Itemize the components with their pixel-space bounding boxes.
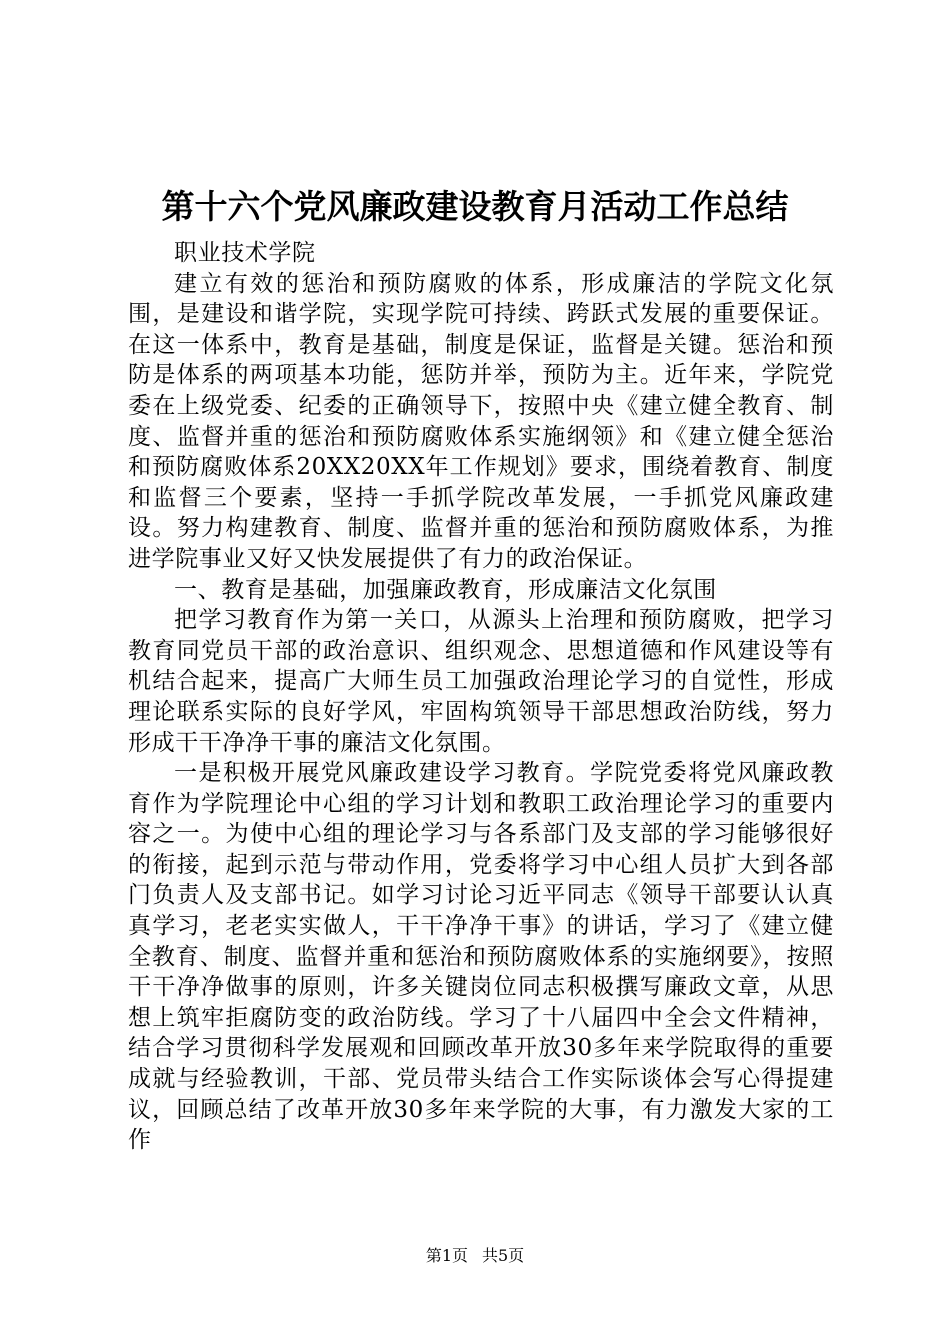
paragraph-intro: 建立有效的惩治和预防腐败的体系，形成廉洁的学院文化氛围，是建设和谐学院，实现学院可持续、跨跃式发展的重要保证。在这一体系中，教育是基础，制度是保证，监督是关键。惩治和预防是体系的两项基本功能，惩防并举，预防为主。近年来，学院党委在上级党委、纪委的正确领导下，按照中央《建立健全教育、制度、监督并重的惩治和预防腐败体系实施纲领》和《建立健全惩治和预防腐败体系20XX20XX年工作规划》要求，围绕着教育、制度和监督三个要素，坚持一手抓学院改革发展，一手抓党风廉政建设。努力构建教育、制度、监督并重的惩治和预防腐败体系，为推进学院事业又好又快发展提供了有力的政治保证。 <box>128 270 834 572</box>
document-body <box>128 238 834 1156</box>
paragraph-section-1: 把学习教育作为第一关口，从源头上治理和预防腐败，把学习教育同党员干部的政治意识、组织观念、思想道德和作风建设等有机结合起来，提高广大师生员工加强政治理论学习的自觉性，形成理论联系实际的良好学风，牢固构筑领导干部思想政治防线，努力形成干干净净干事的廉洁文化氛围。 <box>128 607 834 756</box>
author-line: 职业技术学院 <box>174 240 316 266</box>
page-total: 共5页 <box>482 1246 525 1265</box>
page-number: 第1页 <box>425 1246 468 1265</box>
section-heading-1: 一、教育是基础，加强廉政教育，形成廉洁文化氛围 <box>174 576 717 603</box>
document-title: 第十六个党风廉政建设教育月活动工作总结 <box>161 187 789 226</box>
paragraph-point-1: 一是积极开展党风廉政建设学习教育。学院党委将党风廉政教育作为学院理论中心组的学习计划和教职工政治理论学习的重要内容之一。为使中心组的理论学习与各系部门及支部的学习能够很好的衔接，起到示范与带动作用，党委将学习中心组人员扩大到各部门负责人及支部书记。如学习讨论习近平同志《领导干部要认认真真学习，老老实实做人，干干净净干事》的讲话，学习了《建立健全教育、制度、监督并重和惩治和预防腐败体系的实施纲要》，按照干干净净做事的原则，许多关键岗位同志积极撰写廉政文章，从思想上筑牢拒腐防变的政治防线。学习了十八届四中全会文件精神，结合学习贯彻科学发展观和回顾改革开放30多年来学院取得的重要成就与经验教训，干部、党员带头结合工作实际谈体会写心得提建议，回顾总结了改革开放30多年来学院的大事，有力激发大家的工作 <box>128 760 834 1154</box>
page-footer <box>0 1245 950 1267</box>
